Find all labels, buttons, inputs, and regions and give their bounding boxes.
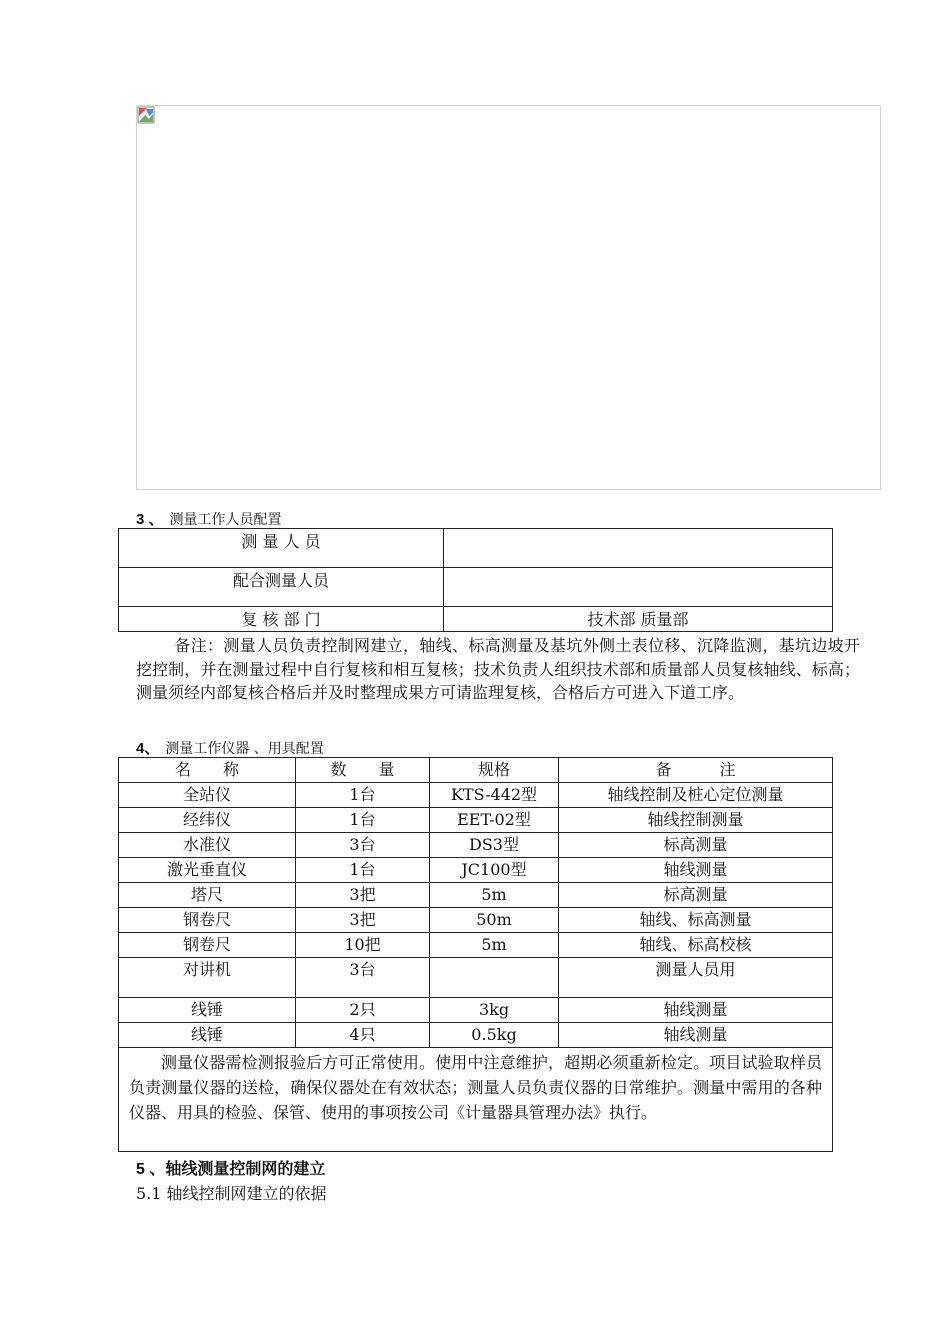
- personnel-table: [118, 528, 833, 632]
- section5-1-heading: 5.1 轴线控制网建立的依据: [136, 1184, 327, 1203]
- table-row: [119, 568, 833, 607]
- cell-remark: 测量人员用: [559, 958, 833, 998]
- cell-name: 塔尺: [119, 883, 296, 908]
- cell-name: 水准仪: [119, 833, 296, 858]
- section5-heading: 5 、轴线测量控制网的建立: [136, 1161, 326, 1178]
- cell-name: 钢卷尺: [119, 933, 296, 958]
- image-placeholder: [136, 105, 881, 490]
- cell-qty: 3台: [296, 833, 430, 858]
- table-header-row: [119, 758, 833, 783]
- table-note-row: [119, 1048, 833, 1152]
- cell-remark: 轴线测量: [559, 858, 833, 883]
- section3-title: 测量工作人员配置: [169, 512, 282, 528]
- cell-name: 激光垂直仪: [119, 858, 296, 883]
- personnel-label: 测 量 人 员: [119, 529, 444, 568]
- header-qty: 数 量: [296, 758, 430, 783]
- section4-heading: [136, 737, 324, 758]
- cell-spec: 5m: [430, 883, 559, 908]
- table-row: [119, 808, 833, 833]
- cell-qty: 2只: [296, 998, 430, 1023]
- cell-spec: 50m: [430, 908, 559, 933]
- table-row: [119, 529, 833, 568]
- cell-qty: 3台: [296, 958, 430, 998]
- personnel-value: [444, 529, 833, 568]
- cell-remark: 轴线、标高校核: [559, 933, 833, 958]
- cell-remark: 轴线控制及桩心定位测量: [559, 783, 833, 808]
- table-row: [119, 858, 833, 883]
- cell-remark: 标高测量: [559, 883, 833, 908]
- table-row: [119, 833, 833, 858]
- section4-title: 测量工作仪器 、用具配置: [165, 741, 324, 757]
- cell-spec: 5m: [430, 933, 559, 958]
- table-row: [119, 958, 833, 998]
- cell-name: 全站仪: [119, 783, 296, 808]
- table-row: [119, 998, 833, 1023]
- cell-remark: 轴线、标高测量: [559, 908, 833, 933]
- cell-name: 线锤: [119, 1023, 296, 1048]
- cell-qty: 1台: [296, 858, 430, 883]
- section3-number: 3 、: [136, 511, 164, 528]
- cell-qty: 4只: [296, 1023, 430, 1048]
- header-name: 名 称: [119, 758, 296, 783]
- table-row: [119, 783, 833, 808]
- personnel-value: [444, 568, 833, 607]
- cell-spec: KTS-442型: [430, 783, 559, 808]
- table-row: [119, 607, 833, 632]
- cell-remark: 标高测量: [559, 833, 833, 858]
- personnel-label: 配合测量人员: [119, 568, 444, 607]
- cell-name: 对讲机: [119, 958, 296, 998]
- cell-qty: 3把: [296, 883, 430, 908]
- table-row: [119, 1023, 833, 1048]
- section3-heading: [136, 508, 282, 529]
- cell-spec: EET-02型: [430, 808, 559, 833]
- cell-qty: 3把: [296, 908, 430, 933]
- section3-note: 备注：测量人员负责控制网建立，轴线、标高测量及基坑外侧土表位移、沉降监测，基坑边坡开挖控制，并在测量过程中自行复核和相互复核；技术负责人组织技术部和质量部人员复核轴线、标高；测量须经内部复核合格后并及时整理成果方可请监理复核，合格后方可进入下道工序。: [136, 636, 860, 702]
- cell-spec: JC100型: [430, 858, 559, 883]
- broken-image-icon: [137, 106, 155, 124]
- personnel-value: 技术部 质量部: [444, 607, 833, 632]
- table-row: [119, 933, 833, 958]
- cell-remark: 轴线测量: [559, 1023, 833, 1048]
- table-row: [119, 908, 833, 933]
- section4-number: 4、: [136, 740, 160, 757]
- cell-spec: 3kg: [430, 998, 559, 1023]
- cell-spec: [430, 958, 559, 998]
- cell-qty: 1台: [296, 808, 430, 833]
- header-spec: 规格: [430, 758, 559, 783]
- cell-qty: 1台: [296, 783, 430, 808]
- table-row: [119, 883, 833, 908]
- instrument-table: [118, 757, 833, 1152]
- instrument-note: 测量仪器需检测报验后方可正常使用。使用中注意维护，超期必须重新检定。项目试验取样员负责测量仪器的送检，确保仪器处在有效状态；测量人员负责仪器的日常维护。测量中需用的各种仪器、用具的检验、保管、使用的事项按公司《计量器具管理办法》执行。: [119, 1048, 833, 1152]
- cell-remark: 轴线控制测量: [559, 808, 833, 833]
- cell-name: 钢卷尺: [119, 908, 296, 933]
- cell-name: 线锤: [119, 998, 296, 1023]
- cell-spec: DS3型: [430, 833, 559, 858]
- personnel-label: 复 核 部 门: [119, 607, 444, 632]
- cell-qty: 10把: [296, 933, 430, 958]
- cell-name: 经纬仪: [119, 808, 296, 833]
- cell-spec: 0.5kg: [430, 1023, 559, 1048]
- cell-remark: 轴线测量: [559, 998, 833, 1023]
- header-remark: 备 注: [559, 758, 833, 783]
